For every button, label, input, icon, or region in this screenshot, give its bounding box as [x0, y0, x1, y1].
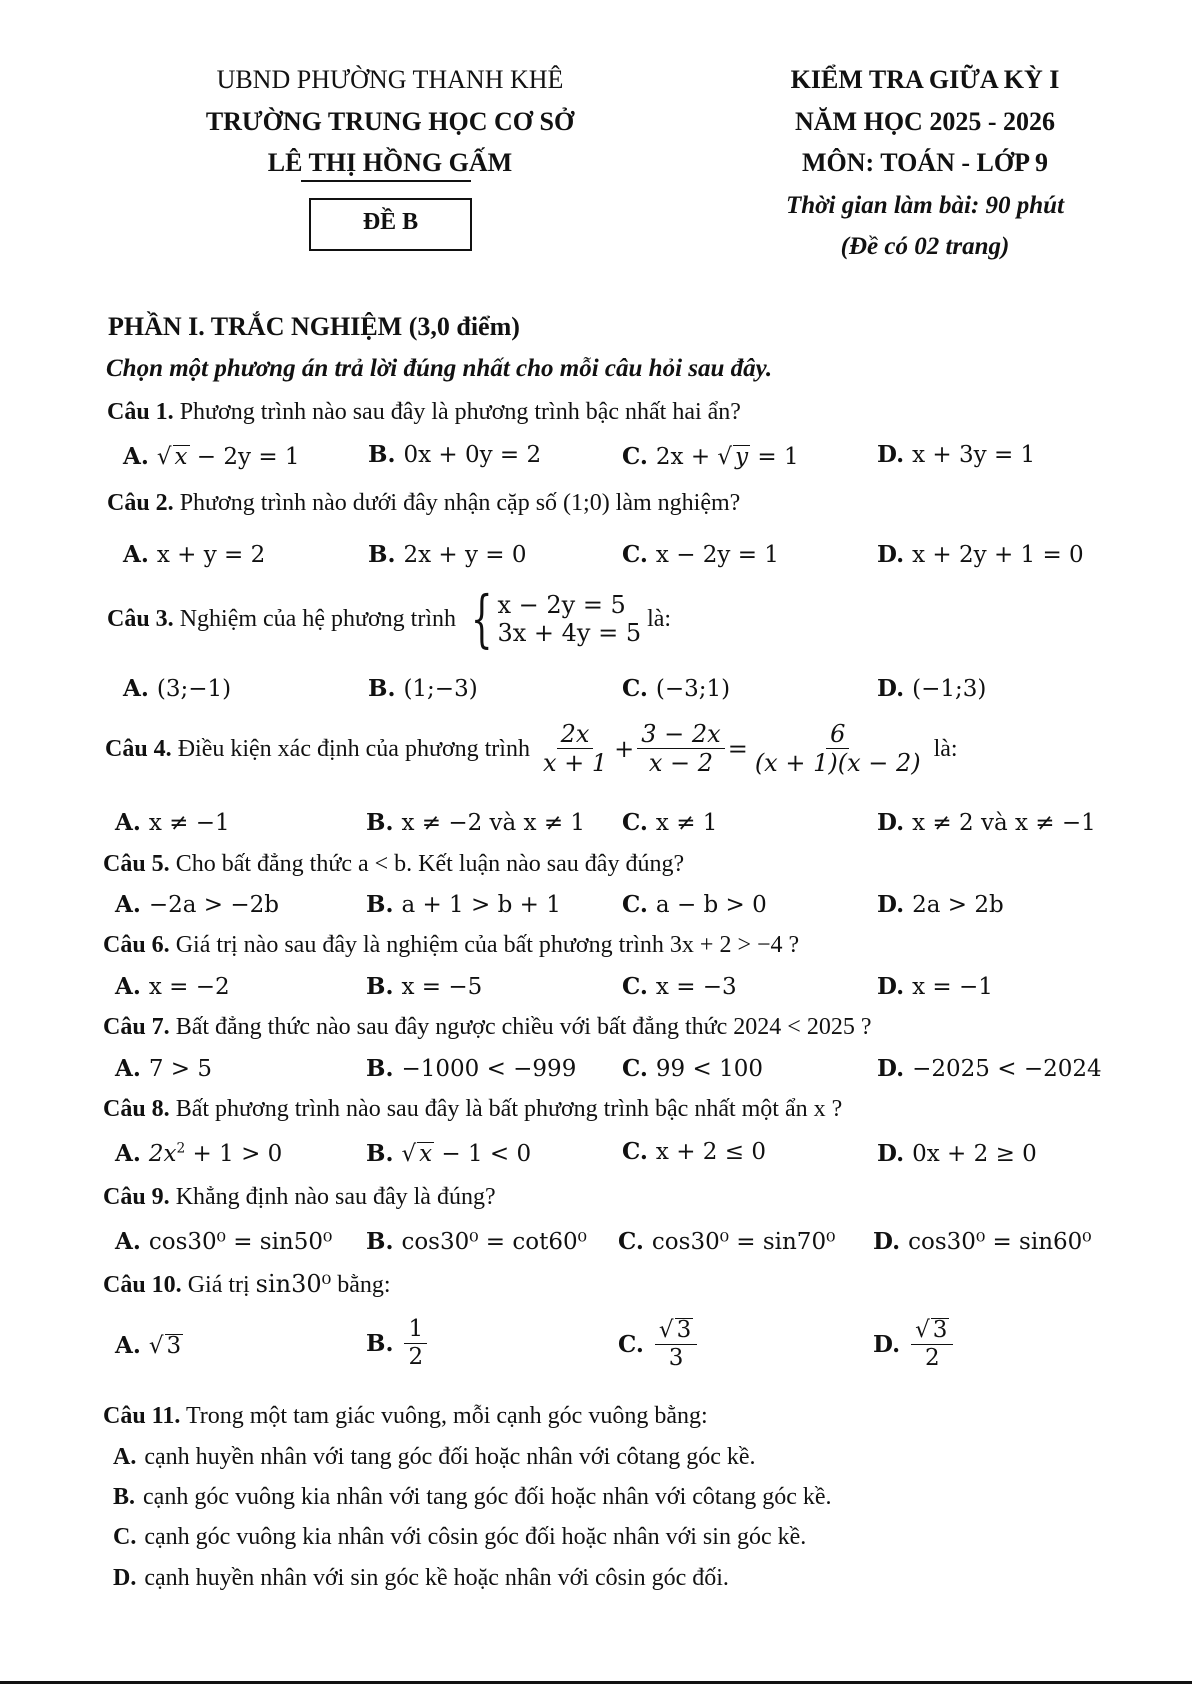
bottom-border: [0, 1681, 1192, 1684]
q8-option-c[interactable]: C. x + 2 ≤ 0: [622, 1138, 766, 1165]
exam-code: ĐỀ B: [362, 209, 419, 235]
question-6: Câu 6. Giá trị nào sau đây là nghiệm của bất phương trình 3x + 2 > −4 ?: [103, 932, 800, 958]
q11-option-a[interactable]: A. cạnh huyền nhân với tang góc đối hoặc nhân với côtang góc kề.: [113, 1444, 756, 1470]
q10-option-b[interactable]: B. $\frac{1}{2}$: [366, 1318, 430, 1369]
q10-option-d[interactable]: D. $\frac{√ 3}{2}$: [873, 1318, 956, 1370]
q2-option-d[interactable]: D. x + 2y + 1 = 0: [877, 541, 1084, 568]
question-7: Câu 7. Bất đẳng thức nào sau đây ngược chiều với bất đẳng thức 2024 < 2025 ?: [103, 1014, 872, 1040]
school-name: TRƯỜNG TRUNG HỌC CƠ SỞ: [205, 107, 575, 136]
q1-option-b[interactable]: B. 0x + 0y = 2: [368, 441, 542, 468]
question-10: Câu 10. Giá trị sin30⁰ bằng:: [103, 1270, 391, 1298]
q11-option-c[interactable]: C. cạnh góc vuông kia nhân với côsin góc đối hoặc nhân với sin góc kề.: [113, 1524, 807, 1550]
q8-option-a[interactable]: A. $2x^2 + 1 > 0$: [115, 1140, 283, 1167]
q3-option-d[interactable]: D. (−1;3): [877, 675, 987, 702]
q9-option-a[interactable]: A. cos30⁰ = sin50⁰: [115, 1228, 333, 1255]
q11-option-b[interactable]: B. cạnh góc vuông kia nhân với tang góc đối hoặc nhân với côtang góc kề.: [113, 1484, 832, 1510]
question-3: Câu 3. Nghiệm của hệ phương trình { x − 2y = 5 3x + 4y = 5 là:: [107, 582, 672, 655]
question-11: Câu 11. Trong một tam giác vuông, mỗi cạnh góc vuông bằng:: [103, 1403, 708, 1429]
q5-option-a[interactable]: A. −2a > −2b: [115, 891, 279, 918]
q4-option-d[interactable]: D. x ≠ 2 và x ≠ −1: [877, 809, 1096, 836]
q6-option-a[interactable]: A. x = −2: [115, 973, 230, 1000]
q3-option-b[interactable]: B. (1;−3): [368, 675, 478, 702]
q7-option-c[interactable]: C. 99 < 100: [622, 1055, 763, 1082]
q6-option-c[interactable]: C. x = −3: [622, 973, 737, 1000]
exam-duration: Thời gian làm bài: 90 phút: [785, 192, 1065, 219]
question-1: Câu 1. Phương trình nào sau đây là phương trình bậc nhất hai ẩn?: [107, 399, 741, 425]
q7-option-b[interactable]: B. −1000 < −999: [366, 1055, 577, 1082]
q5-option-c[interactable]: C. a − b > 0: [622, 891, 767, 918]
q7-option-d[interactable]: D. −2025 < −2024: [877, 1055, 1102, 1082]
page-count: (Đề có 02 trang): [840, 233, 1010, 260]
q7-option-a[interactable]: A. 7 > 5: [115, 1055, 213, 1082]
q10-option-a[interactable]: A. √ 3: [115, 1332, 182, 1359]
q9-option-d[interactable]: D. cos30⁰ = sin60⁰: [873, 1228, 1092, 1255]
q4-option-a[interactable]: A. x ≠ −1: [115, 809, 230, 836]
school-name-underline: [301, 180, 471, 182]
question-9: Câu 9. Khẳng định nào sau đây là đúng?: [103, 1184, 496, 1210]
q1-option-c[interactable]: C. 2x + √ y = 1: [622, 443, 799, 470]
q10-option-c[interactable]: C. $\frac{√ 3}{3}$: [618, 1318, 700, 1370]
q8-option-d[interactable]: D. 0x + 2 ≥ 0: [877, 1140, 1037, 1167]
question-8: Câu 8. Bất phương trình nào sau đây là bất phương trình bậc nhất một ẩn x ?: [103, 1096, 843, 1122]
q5-option-b[interactable]: B. a + 1 > b + 1: [366, 891, 561, 918]
q4-option-b[interactable]: B. x ≠ −2 và x ≠ 1: [366, 809, 586, 836]
q2-option-a[interactable]: A. x + y = 2: [123, 541, 266, 568]
school-year: NĂM HỌC 2025 - 2026: [795, 107, 1055, 136]
school-name-2: LÊ THỊ HỒNG GẤM: [267, 148, 513, 177]
section-instruction: Chọn một phương án trả lời đúng nhất cho mỗi câu hỏi sau đây.: [106, 355, 773, 382]
equation-system: { x − 2y = 5 3x + 4y = 5: [470, 582, 642, 655]
q2-option-c[interactable]: C. x − 2y = 1: [622, 541, 779, 568]
subject: MÔN: TOÁN - LỚP 9: [801, 148, 1049, 177]
q2-option-b[interactable]: B. 2x + y = 0: [368, 541, 527, 568]
q3-option-c[interactable]: C. (−3;1): [622, 675, 731, 702]
question-2: Câu 2. Phương trình nào dưới đây nhận cặp số (1;0) làm nghiệm?: [107, 490, 741, 516]
question-4: Câu 4. Điều kiện xác định của phương trình $\frac{2x}{x + 1}$ + $\frac{3 - 2x}{x - 2}$ = $\frac{6}{(x + 1)(x - 2)}$ là:: [105, 720, 958, 777]
question-5: Câu 5. Cho bất đẳng thức a < b. Kết luận nào sau đây đúng?: [103, 851, 685, 877]
q1-option-a[interactable]: A. √ x − 2y = 1: [123, 443, 300, 470]
exam-title: KIỂM TRA GIỮA KỲ I: [790, 65, 1060, 94]
q4-option-c[interactable]: C. x ≠ 1: [622, 809, 718, 836]
section-title: PHẦN I. TRẮC NGHIỆM (3,0 điểm): [108, 312, 520, 341]
q9-option-c[interactable]: C. cos30⁰ = sin70⁰: [618, 1228, 836, 1255]
q11-option-d[interactable]: D. cạnh huyền nhân với sin góc kề hoặc nhân với côsin góc đối.: [113, 1565, 729, 1591]
q6-option-b[interactable]: B. x = −5: [366, 973, 483, 1000]
q3-option-a[interactable]: A. (3;−1): [123, 675, 232, 702]
q6-option-d[interactable]: D. x = −1: [877, 973, 993, 1000]
q5-option-d[interactable]: D. 2a > 2b: [877, 891, 1004, 918]
district-name: UBND PHƯỜNG THANH KHÊ: [216, 65, 564, 94]
q1-option-d[interactable]: D. x + 3y = 1: [877, 441, 1036, 468]
q8-option-b[interactable]: B. √ x − 1 < 0: [366, 1140, 532, 1167]
q9-option-b[interactable]: B. cos30⁰ = cot60⁰: [366, 1228, 587, 1255]
